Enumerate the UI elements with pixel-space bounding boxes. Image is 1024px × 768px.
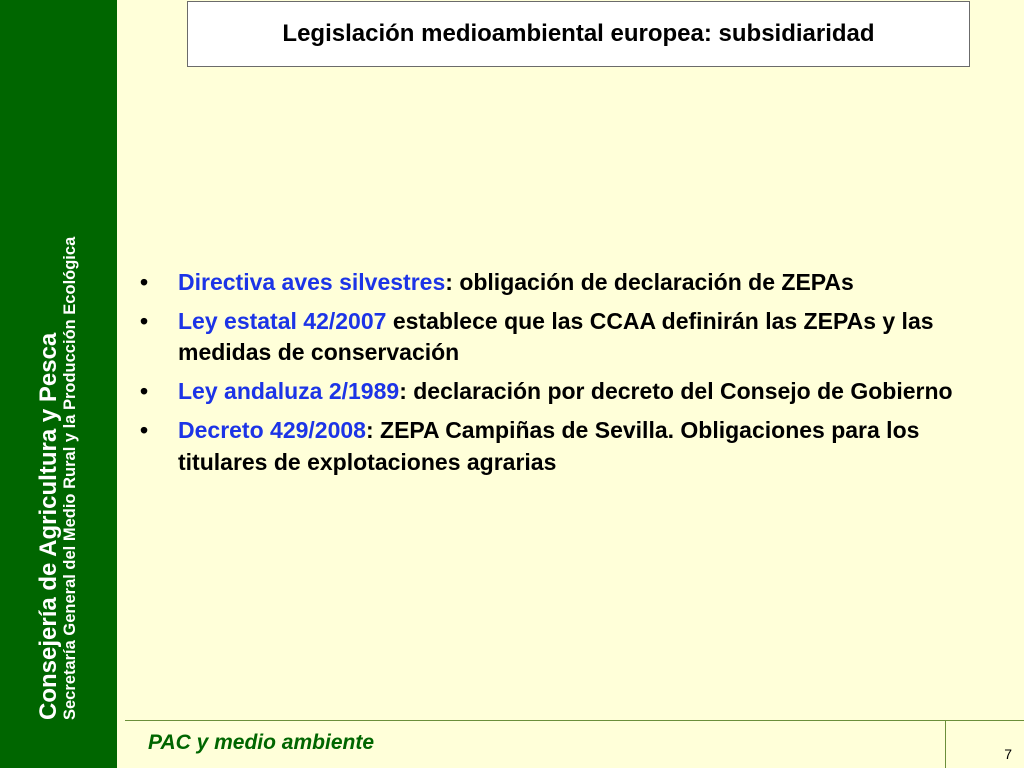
slide-title-box	[187, 1, 970, 67]
sidebar-branding	[36, 20, 80, 720]
footer-divider	[945, 720, 946, 768]
bullet-term: Ley andaluza 2/1989	[178, 378, 400, 405]
bullet-icon: •	[140, 307, 149, 334]
sidebar-band	[0, 0, 117, 768]
bullet-item	[140, 306, 990, 369]
slide-title: Legislación medioambiental europea: subsidiaridad	[282, 20, 875, 47]
organization-name: Consejería de Agricultura y Pesca	[35, 332, 63, 720]
bullet-text: : obligación de declaración de ZEPAs	[445, 269, 854, 295]
bullet-item	[140, 415, 990, 478]
bullet-text: : declaración por decreto del Consejo de Gobierno	[399, 378, 953, 405]
bullet-icon: •	[140, 416, 149, 443]
page-number: 7	[1004, 746, 1012, 762]
bullet-term: Ley estatal 42/2007	[178, 307, 387, 334]
bullet-icon: •	[140, 378, 149, 405]
bullet-term: Decreto 429/2008	[178, 416, 366, 443]
bullet-item	[140, 267, 990, 299]
bullet-list	[140, 267, 990, 485]
bullet-icon: •	[140, 269, 149, 295]
organization-subtitle: Secretaría General del Medio Rural y la Producción Ecológica	[61, 236, 80, 720]
footer-rule	[125, 720, 1024, 721]
bullet-text: : ZEPA Campiñas de Sevilla. Obligaciones para los titulares de explotaciones agrarias	[178, 416, 920, 475]
bullet-term: Directiva aves silvestres	[178, 269, 446, 295]
bullet-text: establece que las CCAA definirán las ZEPAs y las medidas de conservación	[178, 307, 934, 366]
footer-label: PAC y medio ambiente	[148, 731, 374, 754]
bullet-item	[140, 376, 990, 408]
